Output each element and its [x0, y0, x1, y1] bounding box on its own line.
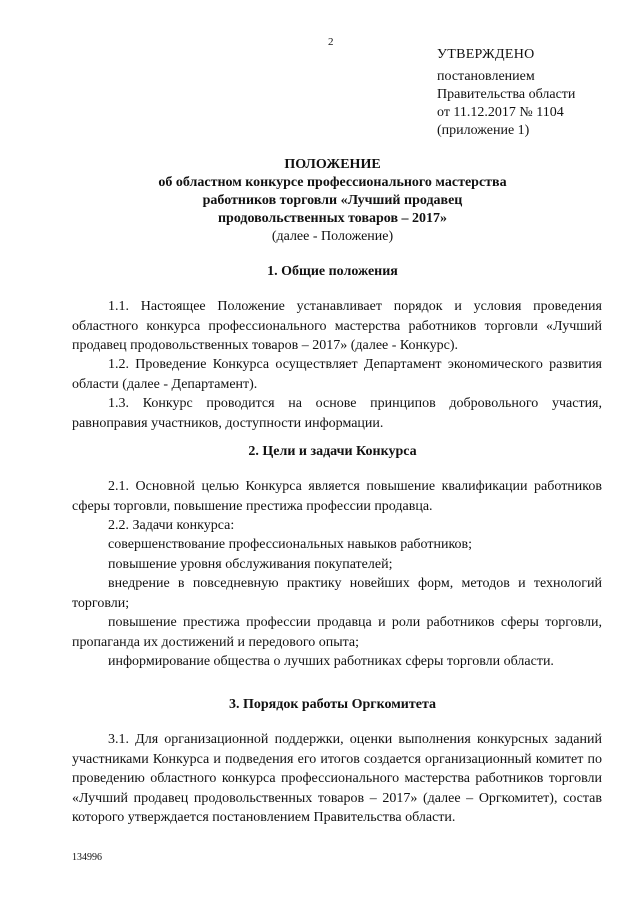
- paragraph-1-2: 1.2. Проведение Конкурса осуществляет Департамент экономического развития области (далее - Департамент).: [72, 357, 602, 392]
- title-line: об областном конкурсе профессионального мастерства: [158, 175, 507, 190]
- paragraph-2-1: 2.1. Основной целью Конкурса является повышение квалификации работников сферы торговли, повышение престижа профессии продавца.: [72, 479, 602, 514]
- task-item: совершенствование профессиональных навыков работников;: [108, 537, 473, 552]
- approval-line: (приложение 1): [437, 123, 530, 138]
- approval-head: УТВЕРЖДЕНО: [437, 47, 535, 62]
- paragraph-3-1: 3.1. Для организационной поддержки, оценки выполнения конкурсных заданий участниками Конкурса и подведения его итогов создается организационный комитет по проведению областного конкурса профессионального мастерства работников торговли «Лучший продавец продовольственных товаров – 2017» (далее – Оргкомитет), состав которого утверждается постановлением Правительства области.: [72, 732, 602, 825]
- task-item: повышение престижа профессии продавца и роли работников сферы торговли, пропаганда их достижений и передового опыта;: [72, 615, 602, 650]
- approval-line: постановлением: [437, 69, 535, 84]
- task-item: внедрение в повседневную практику новейших форм, методов и технологий торговли;: [72, 576, 602, 611]
- title-note: (далее - Положение): [271, 229, 394, 244]
- title-line: работников торговли «Лучший продавец: [202, 193, 463, 208]
- section-2-heading: 2. Цели и задачи Конкурса: [248, 444, 417, 459]
- task-item: информирование общества о лучших работниках сферы торговли области.: [108, 654, 554, 669]
- document-title: [60, 156, 605, 246]
- title-main: ПОЛОЖЕНИЕ: [284, 157, 381, 172]
- footer-code: 134996: [72, 852, 102, 863]
- section-1-heading: 1. Общие положения: [267, 264, 398, 279]
- section-3-heading: 3. Порядок работы Оргкомитета: [228, 697, 436, 712]
- paragraph-2-2: 2.2. Задачи конкурса:: [108, 518, 235, 533]
- approval-line: от 11.12.2017 № 1104: [437, 105, 564, 120]
- task-item: повышение уровня обслуживания покупателей;: [108, 557, 393, 572]
- title-line: продовольственных товаров – 2017»: [217, 211, 448, 226]
- paragraph-1-1: 1.1. Настоящее Положение устанавливает порядок и условия проведения областного конкурса профессионального мастерства работников торговли «Лучший продавец продовольственных товаров – 2017» (далее - Конкурс).: [72, 299, 602, 353]
- approval-stamp: [437, 46, 575, 140]
- paragraph-1-3: 1.3. Конкурс проводится на основе принципов добровольного участия, равноправия участников, доступности информации.: [72, 396, 602, 431]
- approval-line: Правительства области: [437, 87, 576, 102]
- page-number: 2: [328, 36, 334, 48]
